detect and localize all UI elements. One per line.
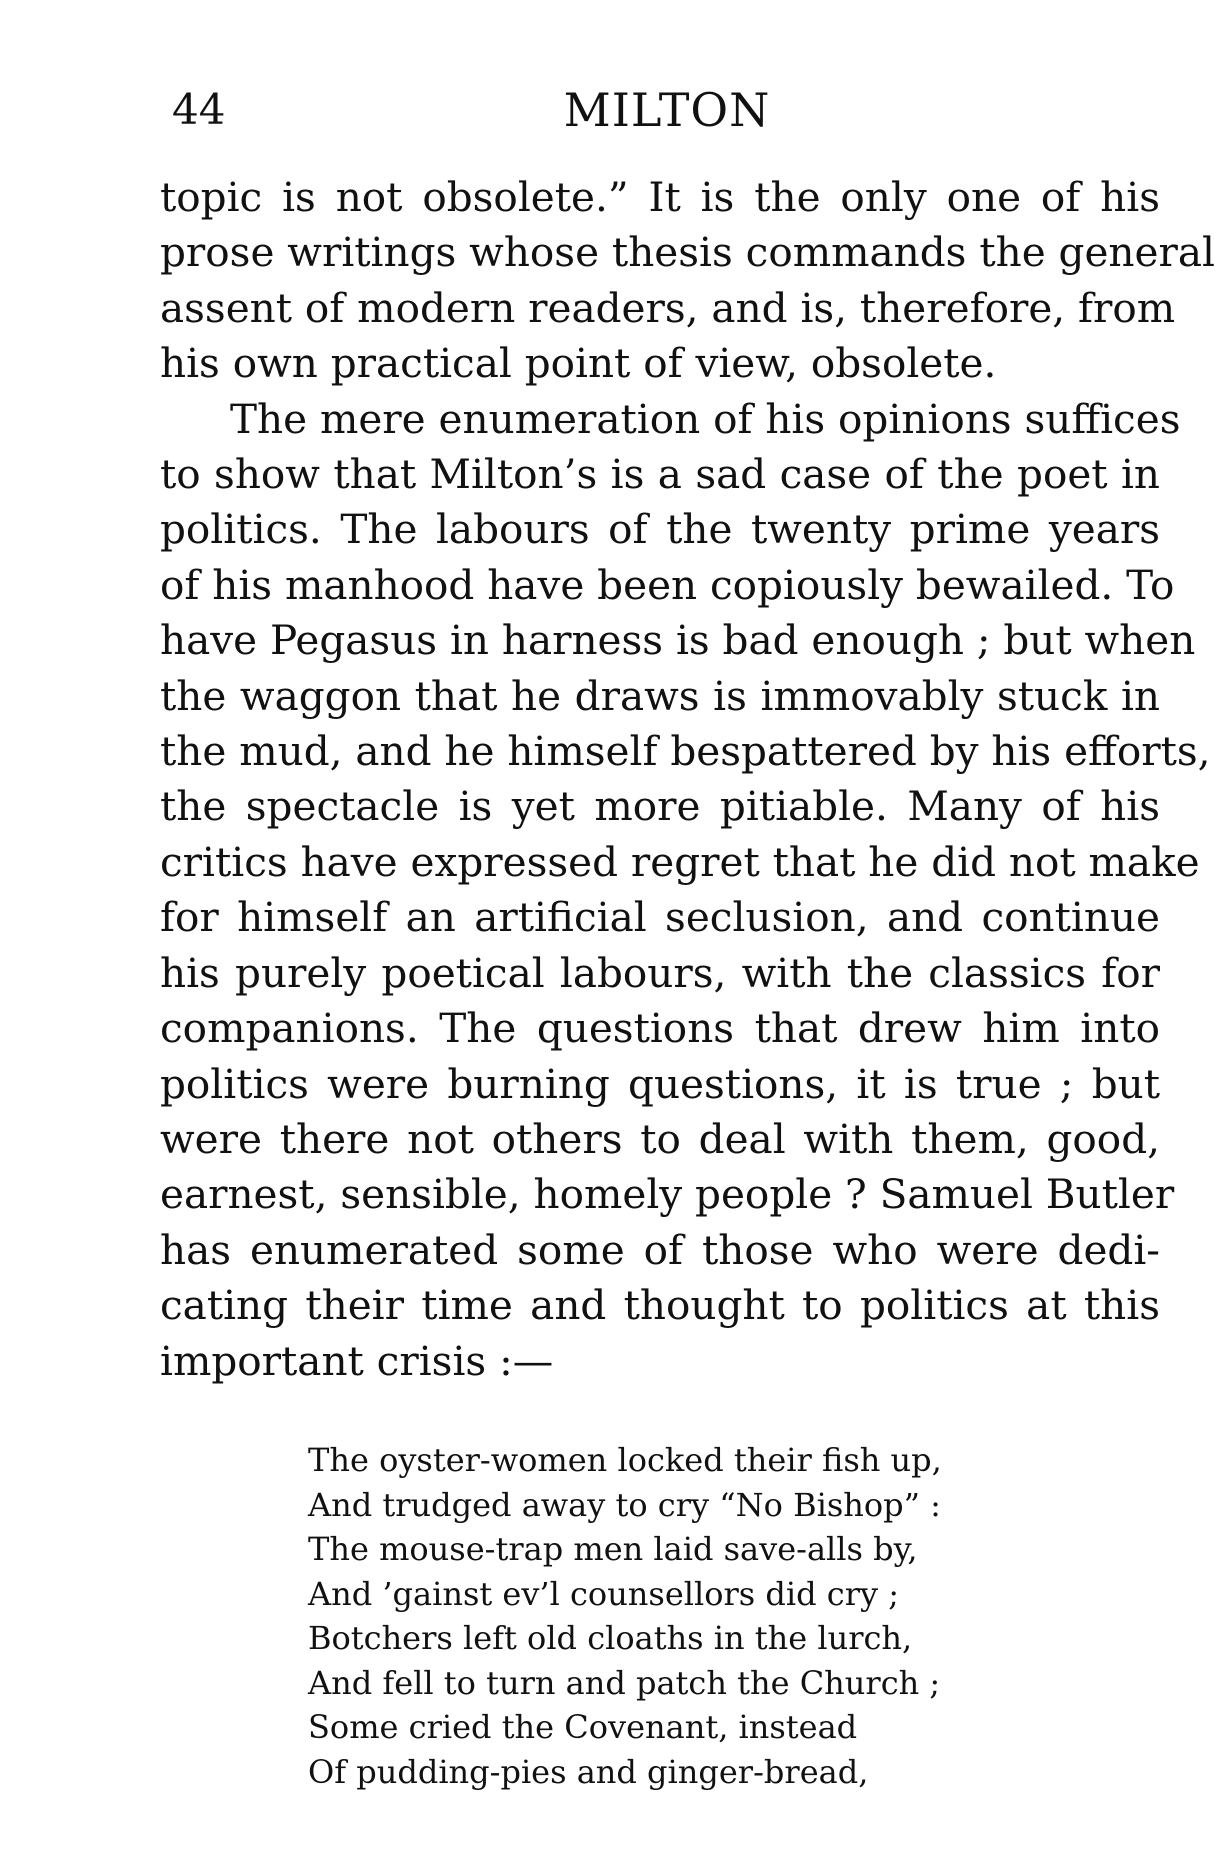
page-header [172,82,1162,138]
text-line: politics were burning questions, it is true ; but [160,1059,1160,1108]
text-line: politics. The labours of the twenty prime years [160,505,1160,554]
text-line: of his manhood have been copiously bewailed. To [160,560,1175,609]
text-line: The mere enumeration of his opinions suffices [230,394,1181,443]
text-line: prose writings whose thesis commands the general [160,228,1215,277]
page-number: 44 [172,85,226,134]
text-line: important crisis :— [160,1336,554,1385]
verse-line: And fell to turn and patch the Church ; [308,1663,941,1702]
text-line: has enumerated some of those who were dedi- [160,1225,1160,1274]
verse-line: Of pudding-pies and ginger-bread, [308,1752,869,1791]
verse-line: And trudged away to cry “No Bishop” : [308,1485,941,1524]
text-line: his own practical point of view, obsolete. [160,339,997,388]
running-title: MILTON [563,83,771,137]
text-line: to show that Milton’s is a sad case of the poet in [160,450,1160,499]
text-line: were there not others to deal with them, good, [160,1114,1160,1163]
verse-line: Botchers left old cloaths in the lurch, [308,1619,913,1657]
text-line: companions. The questions that drew him into [160,1004,1160,1053]
text-line: the waggon that he draws is immovably stuck in [160,671,1160,720]
text-line: earnest, sensible, homely people ? Samuel Butler [160,1170,1175,1219]
text-line: the spectacle is yet more pitiable. Many of his [160,782,1160,831]
verse-line: The oyster-women locked their fish up, [308,1441,942,1479]
text-line: topic is not obsolete.” It is the only one of his [160,173,1160,221]
text-line: cating their time and thought to politics at this [160,1281,1160,1330]
verse-line: And ’gainst ev’l counsellors did cry ; [308,1574,900,1613]
text-line: for himself an artificial seclusion, and continue [160,893,1160,942]
verse-line: Some cried the Covenant, instead [308,1708,858,1746]
text-line: critics have expressed regret that he did not make [160,837,1200,886]
text-line: have Pegasus in harness is bad enough ; but when [160,616,1196,665]
text-line: the mud, and he himself bespattered by his efforts, [160,727,1211,776]
text-line: his purely poetical labours, with the classics for [160,948,1160,997]
verse-line: The mouse-trap men laid save-alls by, [308,1530,918,1568]
verse-quotation [308,1438,1008,1794]
text-line: assent of modern readers, and is, therefore, from [160,283,1176,332]
body-text [160,170,1215,1389]
